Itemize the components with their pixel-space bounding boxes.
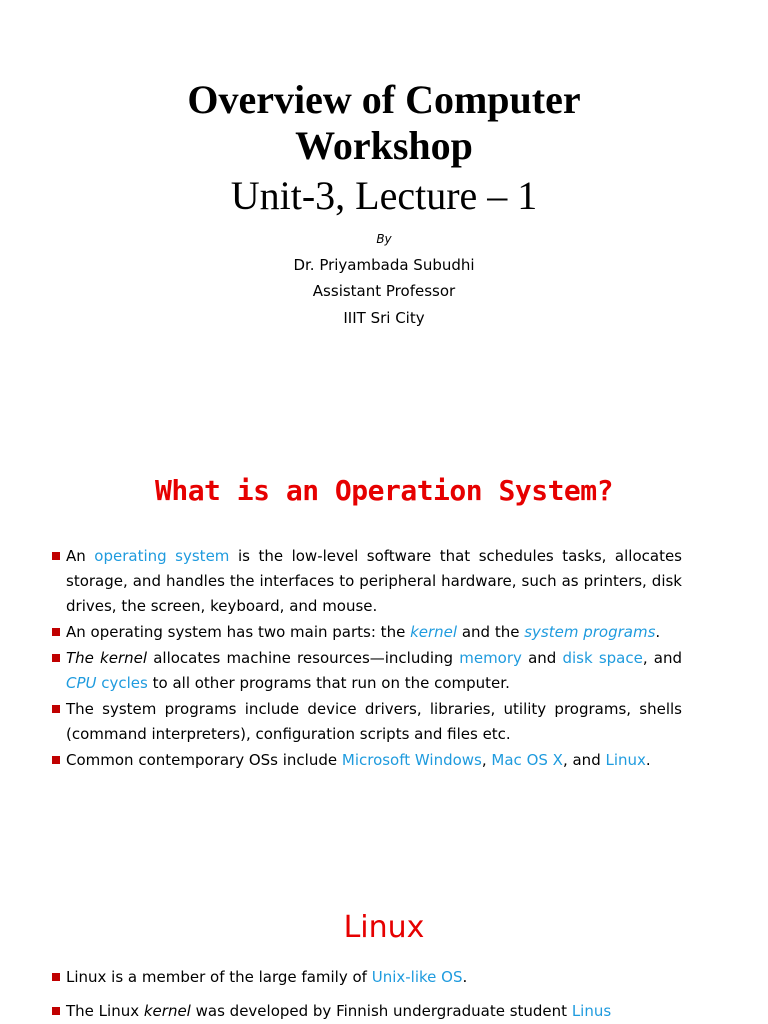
by-label: By (376, 232, 392, 246)
text: Linux is a member of the large family of (66, 968, 372, 986)
list-item (52, 697, 682, 747)
link-microsoft-windows[interactable]: Microsoft Windows (341, 751, 482, 769)
bullet-square-icon (52, 756, 60, 764)
text: allocates machine resources—including (147, 649, 460, 667)
link-linux[interactable]: Linux (605, 751, 646, 769)
text: . (655, 623, 661, 641)
link-operating-system[interactable]: operating system (94, 547, 230, 565)
text: . (462, 968, 468, 986)
list-item (52, 544, 682, 619)
link-disk-space[interactable]: disk space (562, 649, 643, 667)
bullet-square-icon (52, 552, 60, 560)
text: and the (457, 623, 525, 641)
title-slide (0, 0, 768, 440)
author-affiliation: IIIT Sri City (343, 309, 425, 327)
text: kernel (143, 1002, 191, 1020)
list-item (52, 646, 682, 696)
text: to all other programs that run on the computer. (147, 674, 510, 692)
text: An (66, 547, 95, 565)
link-system-programs[interactable]: system programs (524, 623, 656, 641)
text: The kernel (66, 649, 148, 667)
author-name: Dr. Priyambada Subudhi (293, 256, 475, 274)
link-kernel[interactable]: kernel (410, 623, 458, 641)
bullet-square-icon (52, 973, 60, 981)
text: An operating system has two main parts: the (66, 623, 411, 641)
bullet-square-icon (52, 705, 60, 713)
bullet-square-icon (52, 1007, 60, 1015)
list-item (52, 965, 682, 990)
link-mac-os-x[interactable]: Mac OS X (491, 751, 563, 769)
author-role: Assistant Professor (312, 282, 456, 300)
text: The Linux (66, 1002, 144, 1020)
os-bullet-list (52, 544, 682, 773)
text: , and (562, 751, 606, 769)
link-cycles[interactable]: cycles (96, 674, 148, 692)
linux-heading: Linux (343, 910, 425, 945)
title-line-2: Workshop (295, 123, 473, 168)
text: was developed by Finnish undergraduate student (190, 1002, 572, 1020)
text: and (521, 649, 563, 667)
linux-bullet-list (52, 965, 682, 1024)
text: , (481, 751, 492, 769)
text: . (645, 751, 651, 769)
link-linus[interactable]: Linus (571, 1002, 612, 1020)
os-heading: What is an Operation System? (154, 474, 613, 507)
link-cpu[interactable]: CPU (66, 674, 97, 692)
list-item (52, 748, 682, 773)
text: Common contemporary OSs include (66, 751, 342, 769)
title-line-1: Overview of Computer (187, 77, 581, 122)
bullet-square-icon (52, 654, 60, 662)
link-memory[interactable]: memory (459, 649, 522, 667)
text: The system programs include device drivers, libraries, utility programs, shells (command interpreters), configuration scripts and files etc. (66, 700, 682, 743)
text: is the low-level software that schedules tasks, allocates storage, and handles the interfaces to peripheral hardware, such as printers, disk drives, the screen, keyboard, and mouse. (66, 547, 682, 615)
list-item (52, 620, 682, 645)
subtitle-unit-lecture: Unit-3, Lecture – 1 (230, 173, 538, 218)
bullet-square-icon (52, 628, 60, 636)
text: , and (642, 649, 682, 667)
link-unix-like-os[interactable]: Unix-like OS (371, 968, 463, 986)
list-item (52, 999, 682, 1024)
